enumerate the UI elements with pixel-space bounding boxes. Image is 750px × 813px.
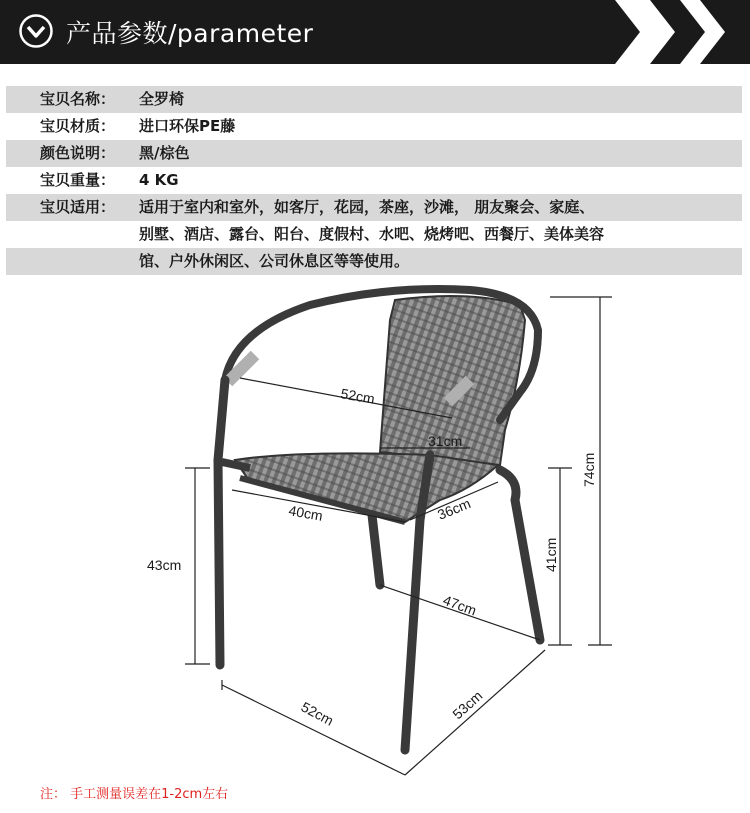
spec-row-usage <box>6 194 742 221</box>
spec-label: 宝贝材质： <box>40 117 116 135</box>
dim-seat-depth: 36cm <box>435 495 473 523</box>
header-banner <box>0 0 750 64</box>
dim-seat-width: 40cm <box>287 502 324 524</box>
spec-usage-line: 别墅、酒店、露台、阳台、度假村、水吧、烧烤吧、西餐厅、美体美容 <box>139 225 605 243</box>
spec-row-material <box>6 113 742 140</box>
dim-total-height: 74cm <box>581 452 597 487</box>
chevron-down-circle-icon <box>18 13 54 49</box>
dim-arm-height: 41cm <box>543 537 559 572</box>
spec-label: 颜色说明： <box>40 144 116 162</box>
page-title: 产品参数/parameter <box>66 19 314 48</box>
dim-base-depth: 53cm <box>449 687 486 723</box>
dim-back-height: 31cm <box>428 433 463 449</box>
measurement-note: 注： 手工测量误差在1-2cm左右 <box>40 787 229 802</box>
spec-row-usage-cont <box>6 248 742 275</box>
spec-value: 4 KG <box>139 171 179 189</box>
spec-value: 黑/棕色 <box>139 144 190 162</box>
spec-row-name <box>6 86 742 113</box>
spec-label: 宝贝重量： <box>40 171 116 189</box>
dim-base-width: 52cm <box>298 698 337 729</box>
spec-label: 宝贝名称： <box>40 90 116 108</box>
dim-diagonal: 47cm <box>440 591 479 619</box>
spec-value: 进口环保PE藤 <box>139 117 236 135</box>
spec-row-color <box>6 140 742 167</box>
chair-illustration <box>218 289 540 750</box>
spec-row-usage-cont <box>6 221 742 248</box>
chair-dimension-diagram <box>0 280 750 790</box>
dim-back-width: 52cm <box>339 385 376 407</box>
spec-row-weight <box>6 167 742 194</box>
dim-seat-height: 43cm <box>147 557 182 573</box>
spec-label: 宝贝适用： <box>40 198 116 216</box>
spec-usage-line: 馆、户外休闲区、公司休息区等等使用。 <box>139 252 410 270</box>
spec-usage-line: 适用于室内和室外，如客厅，花园，茶座，沙滩， 朋友聚会、家庭、 <box>139 198 595 216</box>
spec-value: 全罗椅 <box>139 90 185 108</box>
spec-table <box>6 86 742 275</box>
